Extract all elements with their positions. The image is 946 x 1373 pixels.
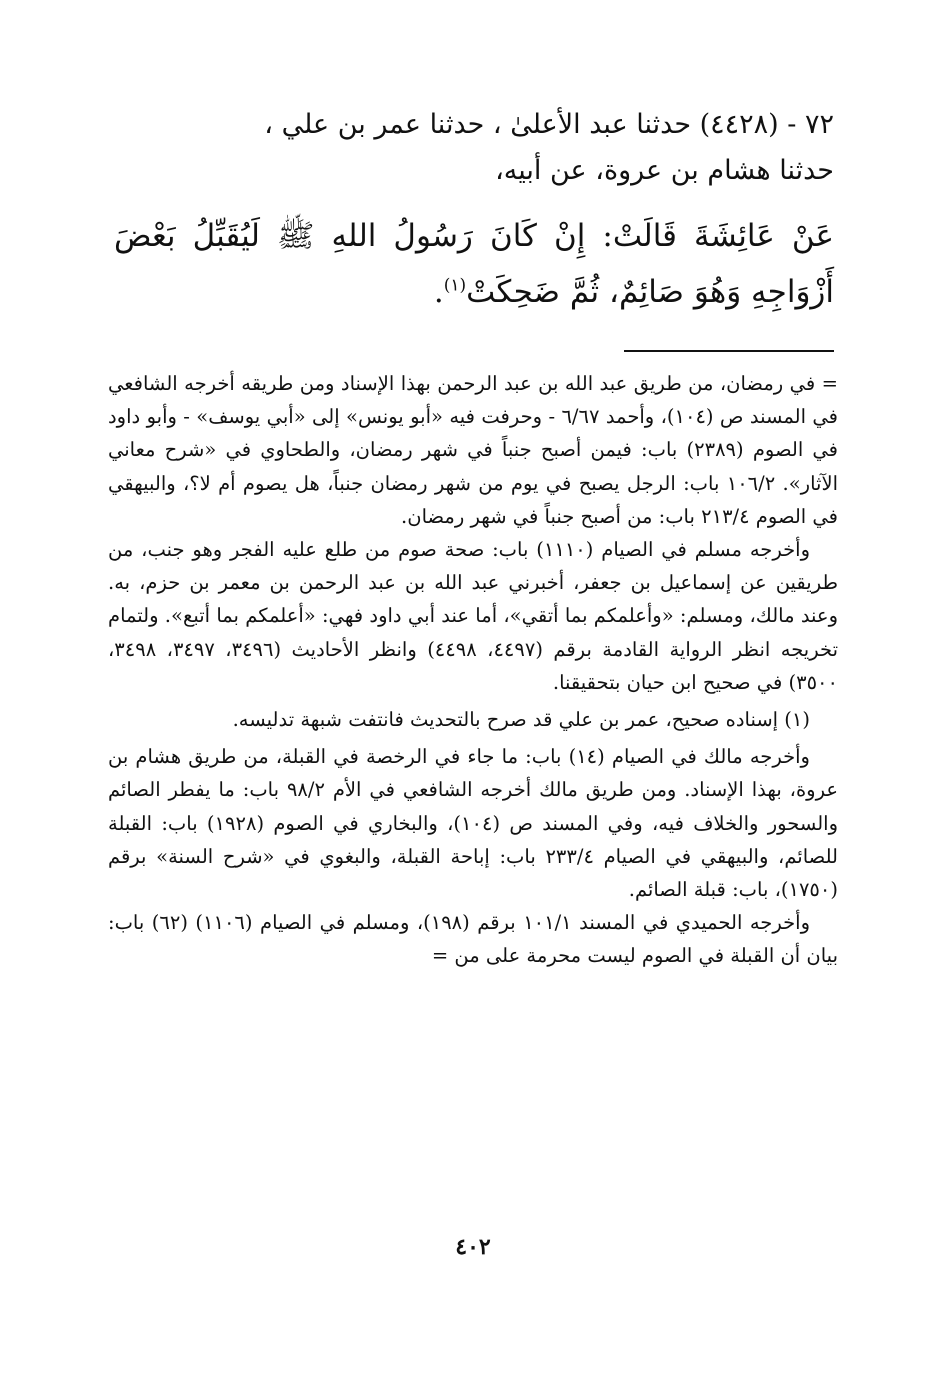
isnad-line-1: ٧٢ - (٤٤٢٨) حدثنا عبد الأعلىٰ ، حدثنا عمر بن علي ، bbox=[264, 109, 834, 140]
muslim-paragraph: وأخرجه مسلم في الصيام (١١١٠) باب: صحة صوم من طلع عليه الفجر وهو جنب، من طريقين عن إسماعيل بن جعفر، أخبرني عبد الله بن عبد الرحمن بن معمر بن حزم، به. وعند مالك، ومسلم: «وأعلمكم بما أتقي»، أما عند أبي داود فهي: «أعلمكم بما أتبع». ولتمام تخريجه انظر الرواية القادمة برقم (٤٤٩٧، ٤٤٩٨) وانظر الأحاديث (٣٤٩٦، ٣٤٩٧، ٣٤٩٨، ٣٥٠٠) في صحيح ابن حيان بتحقيقنا. bbox=[108, 538, 839, 694]
footnote-separator bbox=[624, 350, 834, 352]
hadith-matn bbox=[114, 208, 834, 320]
footnote-1: (١) إسناده صحيح، عمر بن علي قد صرح بالتحديث فانتفت شبهة تدليسه. bbox=[232, 708, 810, 732]
footnote-marker: (١) bbox=[443, 275, 467, 296]
hadith-end: . bbox=[433, 274, 444, 310]
page-number: ٤٠٢ bbox=[455, 1234, 491, 1260]
malik-paragraph: وأخرجه مالك في الصيام (١٤) باب: ما جاء في الرخصة في القبلة، من طريق هشام بن عروة، بهذا الإسناد. ومن طريق مالك أخرجه الشافعي في الأم ٩٨/٢ باب: ما يفطر الصائم والسحور والخلاف فيه، وفي المسند ص (١٠٤)، والبخاري في الصوم (١٩٢٨) باب: القبلة للصائم، والبيهقي في الصيام ٢٣٣/٤ باب: إباحة القبلة، والبغوي في «شرح السنة» برقم (١٧٥٠)، باب: قبلة الصائم. bbox=[108, 745, 838, 902]
hadith-paragraph bbox=[114, 208, 834, 320]
isnad-line-2: حدثنا هشام بن عروة، عن أبيه، bbox=[495, 155, 834, 186]
footnotes bbox=[108, 367, 838, 973]
isnad-text bbox=[114, 102, 834, 194]
continued-note: = في رمضان، من طريق عبد الله بن عبد الرحمن بهذا الإسناد ومن طريقه أخرجه الشافعي في المسند ص (١٠٤)، وأحمد ٦/٦٧ - وحرفت فيه «أبو يونس» إلى «أبي يوسف» - وأبو داود في الصوم (٢٣٨٩) باب: فيمن أصبح جنباً في شهر رمضان، والطحاوي في «شرح معاني الآثار». ١٠٦/٢ باب: الرجل يصبح في يوم من شهر رمضان جنباً، هل يصوم أم لا؟، والبيهقي في الصوم ٢١٣/٤ باب: من أصبح جنباً في شهر رمضان. bbox=[108, 372, 839, 528]
hadith-text: عَنْ عَائِشَةَ قَالَتْ: إِنْ كَانَ رَسُولُ اللهِ ﷺ لَيُقَبِّلُ بَعْضَ أَزْوَاجِهِ وَهُوَ صَائِمٌ، ثُمَّ ضَحِكَتْ bbox=[114, 218, 834, 310]
humaydi-paragraph: وأخرجه الحميدي في المسند ١٠١/١ برقم (١٩٨)، ومسلم في الصيام (١١٠٦) (٦٢) باب: بيان أن القبلة في الصوم ليست محرمة على من = bbox=[108, 911, 838, 968]
